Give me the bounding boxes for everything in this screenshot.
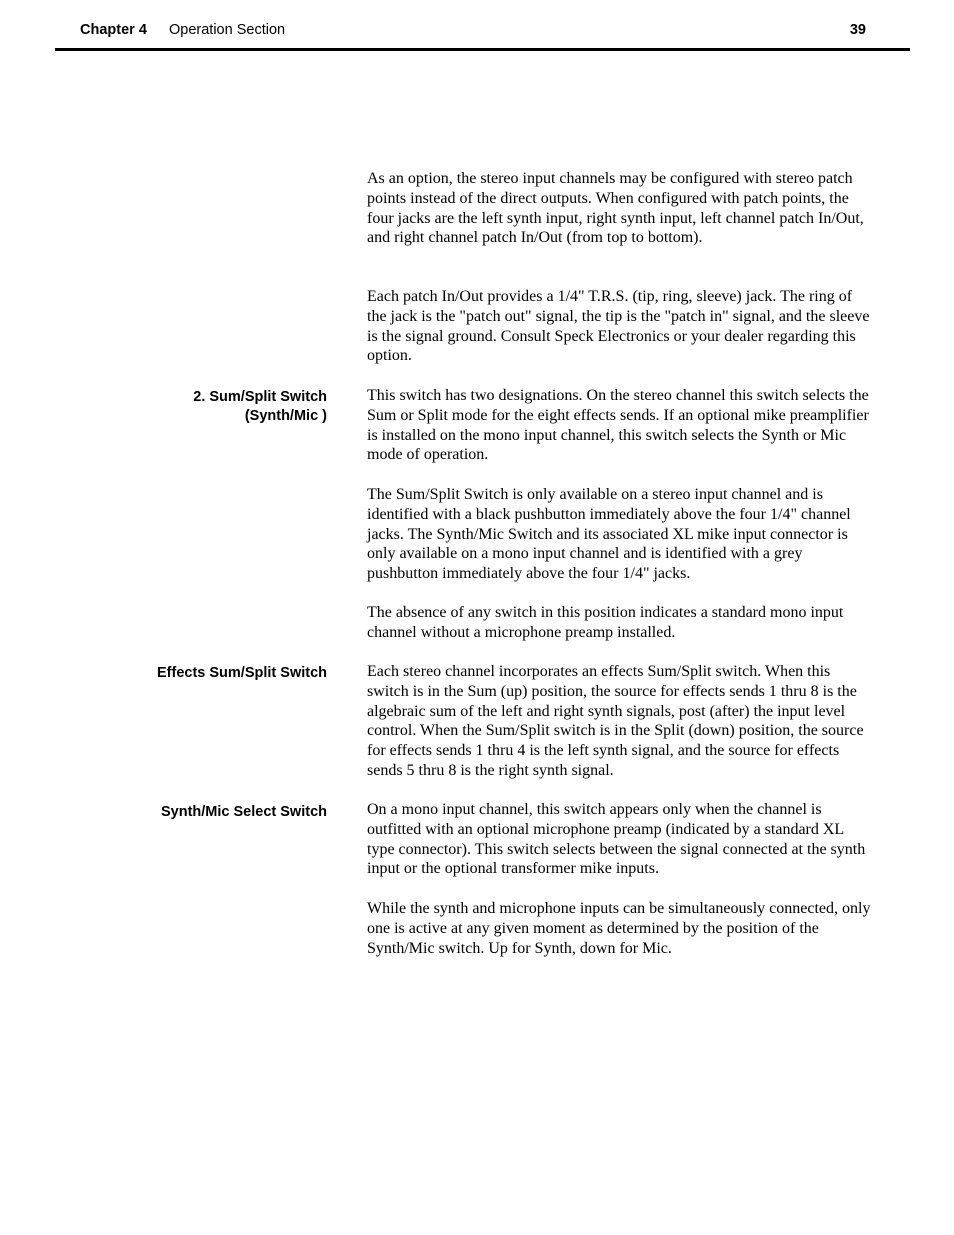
heading-sum-split-line1: 2. Sum/Split Switch xyxy=(193,389,327,405)
paragraph-patch-in-out: Each patch In/Out provides a 1/4" T.R.S. (tip, ring, sleeve) jack. The ring of the jack is the "patch out" signal, the tip is the "patch in" signal, and the sleeve is the signal ground. Consult Speck Electronics or your dealer regarding this option. xyxy=(367,288,870,365)
heading-effects-sum-split: Effects Sum/Split Switch xyxy=(157,665,327,681)
heading-sum-split-switch xyxy=(193,388,327,426)
page-number: 39 xyxy=(849,22,866,38)
heading-synth-mic-select: Synth/Mic Select Switch xyxy=(161,804,327,820)
paragraph-simultaneous-inputs: While the synth and microphone inputs can be simultaneously connected, only one is active at any given moment as determined by the position of the Synth/Mic switch. Up for Synth, down for Mic. xyxy=(367,900,871,957)
paragraph-effects-sum-split: Each stereo channel incorporates an effects Sum/Split switch. When this switch is in the Sum (up) position, the source for effects sends 1 thru 8 is the algebraic sum of the left and right synth signals, post (after) the input level control. When the Sum/Split switch is in the Split (down) position, the source for effects sends 1 thru 4 is the left synth signal, and the source for effects sends 5 thru 8 is the right synth signal. xyxy=(367,663,864,779)
chapter-label: Chapter 4 xyxy=(80,22,147,38)
paragraph-absence-of-switch: The absence of any switch in this position indicates a standard mono input channel without a microphone preamp installed. xyxy=(367,604,844,641)
section-title: Operation Section xyxy=(169,22,286,38)
heading-sum-split-line2: (Synth/Mic ) xyxy=(244,408,327,424)
header-rule xyxy=(55,48,910,51)
paragraph-sum-split-availability: The Sum/Split Switch is only available on a stereo input channel and is identified with a black pushbutton immediately above the four 1/4" channel jacks. The Synth/Mic Switch and its associated XL mike input connector is only available on a mono input channel and is identified with a grey pushbutton immediately above the four 1/4" jacks. xyxy=(367,486,851,583)
page-header xyxy=(80,22,910,42)
paragraph-two-designations: This switch has two designations. On the stereo channel this switch selects the Sum or Split mode for the eight effects sends. If an optional mike preamplifier is installed on the mono input channel, this switch selects the Synth or Mic mode of operation. xyxy=(367,387,869,464)
paragraph-patch-points-option: As an option, the stereo input channels may be configured with stereo patch points instead of the direct outputs. When configured with patch points, the four jacks are the left synth input, right synth input, left channel patch In/Out, and right channel patch In/Out (from top to bottom). xyxy=(367,170,864,247)
paragraph-mono-channel-switch: On a mono input channel, this switch appears only when the channel is outfitted with an optional microphone preamp (indicated by a standard XL type connector). This switch selects between the signal connected at the synth input or the optional transformer mike inputs. xyxy=(367,801,866,878)
